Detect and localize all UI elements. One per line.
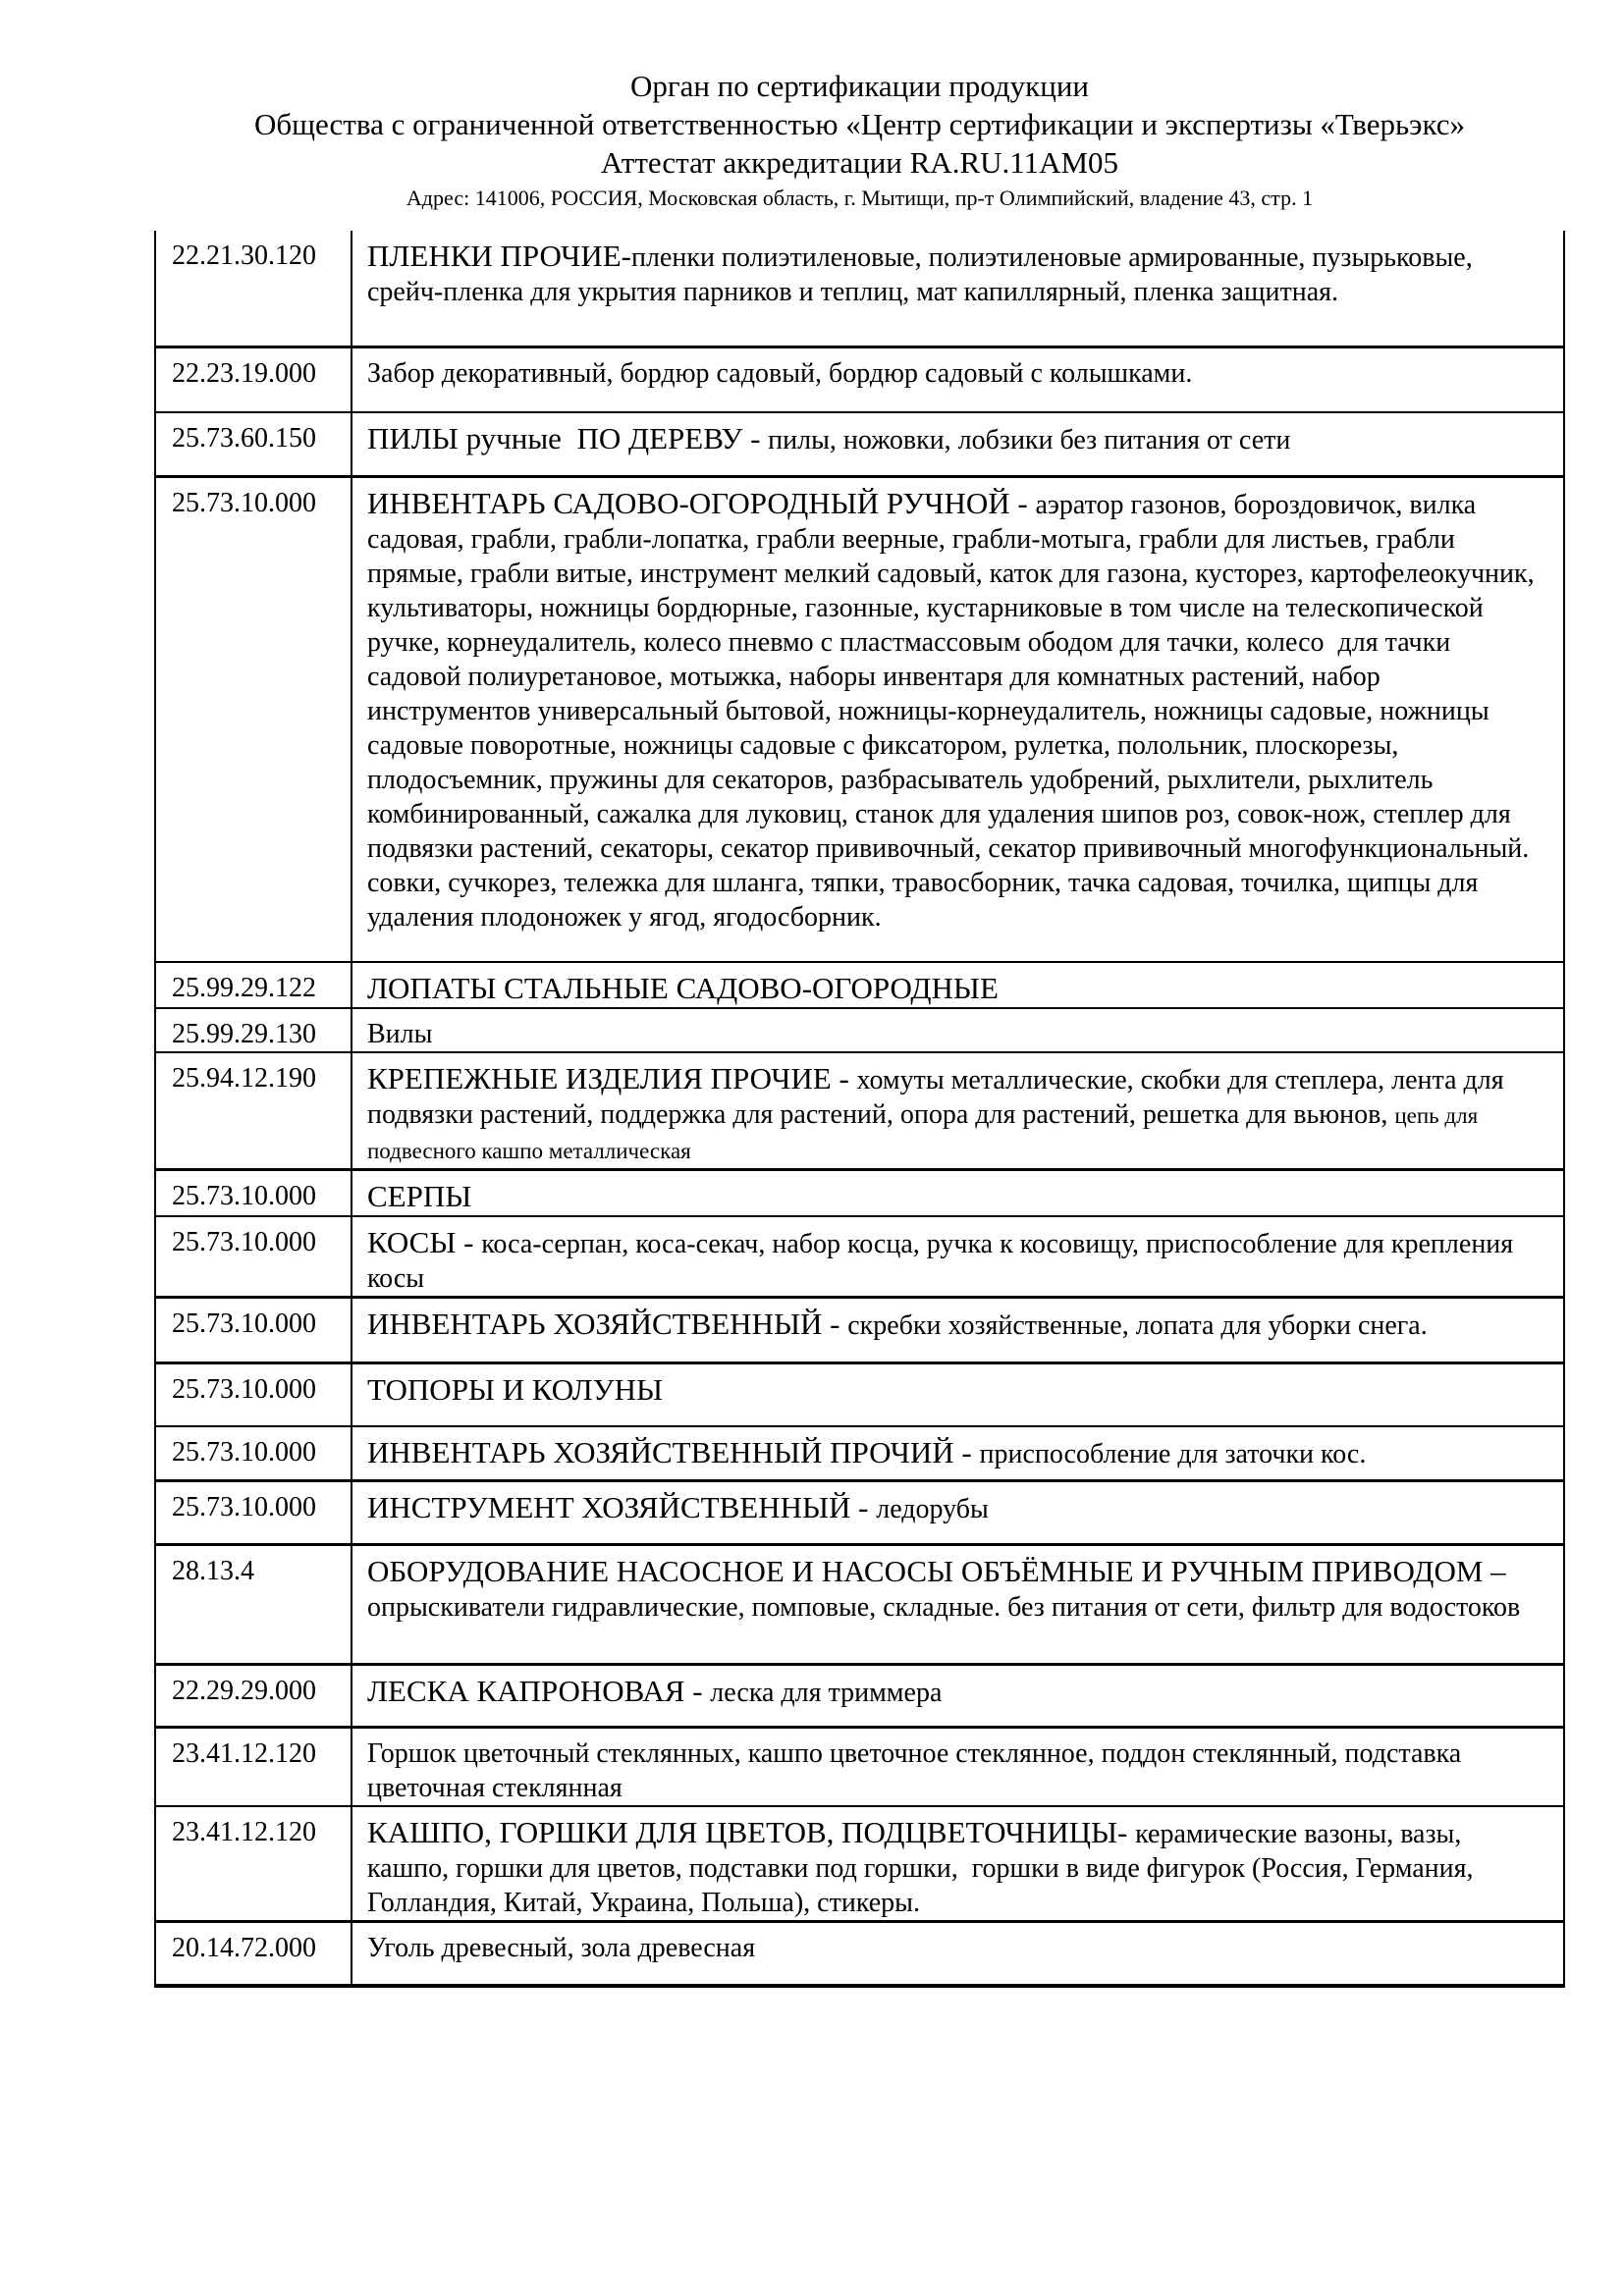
row-description bbox=[351, 1807, 1563, 1920]
row-category-title: ИНВЕНТАРЬ САДОВО-ОГОРОДНЫЙ РУЧНОЙ - bbox=[367, 486, 1036, 520]
row-code: 22.29.29.000 bbox=[172, 1676, 316, 1706]
row-description-text: аэратор газонов, бороздовичок, вилка садовая, грабли, грабли-лопатка, грабли веерные, грабли-мотыга, грабли для листьев, грабли прямые, грабли витые, инструмент мелкий садовый, каток для газона, кусторез, картофелеокучник, культиваторы, ножницы бордюрные, газонные, кустарниковые в том числе на телескопической ручке, корнеудалитель, колесо пневмо с пластмассовым ободом для тачки, колесо для тачки садовой полиуретановое, мотыжка, наборы инвентаря для комнатных растений, набор инструментов универсальный бытовой, ножницы-корнеудалитель, ножницы садовые, ножницы садовые поворотные, ножницы садовые с фиксатором, рулетка, полольник, плоскорезы, плодосъемник, пружины для секаторов, разбрасыватель удобрений, рыхлители, рыхлитель комбинированный, сажалка для луковиц, станок для удаления шипов роз, совок-нож, степлер для подвязки растений, секаторы, секатор прививочный, секатор прививочный многофункциональный. совки, сучкорез, тележка для шланга, тяпки, травосборник, тачка садовая, точилка, щипцы для удаления плодоножек у ягод, ягодосборник. bbox=[367, 490, 1542, 933]
row-description-text: Уголь древесный, зола древесная bbox=[367, 1933, 756, 1963]
row-description bbox=[351, 1729, 1563, 1805]
row-category-title: ПЛЕНКИ ПРОЧИЕ- bbox=[367, 239, 631, 273]
table-row bbox=[156, 1729, 1563, 1807]
row-description-text: пленки полиэтиленовые, полиэтиленовые армированные, пузырьковые, срейч-пленка для укрытия парников и теплиц, мат капиллярный, пленка защитная. bbox=[367, 242, 1480, 307]
row-code: 25.73.60.150 bbox=[172, 423, 316, 454]
row-description bbox=[351, 1923, 1563, 1984]
row-code: 25.73.10.000 bbox=[172, 1181, 316, 1211]
row-code: 23.41.12.120 bbox=[172, 1817, 316, 1847]
row-category-title: ИНВЕНТАРЬ ХОЗЯЙСТВЕННЫЙ ПРОЧИЙ - bbox=[367, 1435, 980, 1469]
row-category-title: ЛОПАТЫ СТАЛЬНЫЕ САДОВО-ОГОРОДНЫЕ bbox=[367, 971, 999, 1005]
row-description-text: керамические вазоны, вазы, кашпо, горшки для цветов, подставки под горшки, горшки в виде фигурок (Россия, Германия, Голландия, Китай, Украина, Польша), стикеры. bbox=[367, 1819, 1481, 1918]
row-description bbox=[351, 1666, 1563, 1726]
table-row bbox=[156, 1364, 1563, 1427]
row-code: 22.21.30.120 bbox=[172, 240, 316, 271]
row-code: 23.41.12.120 bbox=[172, 1738, 316, 1769]
row-description-note: цепь для подвесного кашпо металлическая bbox=[367, 1103, 1484, 1163]
table-row bbox=[156, 1807, 1563, 1923]
row-category-title: ОБОРУДОВАНИЕ НАСОСНОЕ И НАСОСЫ ОБЪЁМНЫЕ И РУЧНЫМ ПРИВОДОМ – bbox=[367, 1554, 1514, 1588]
table-row bbox=[156, 1546, 1563, 1666]
row-code: 22.23.19.000 bbox=[172, 358, 316, 389]
products-table bbox=[154, 231, 1565, 1988]
row-code: 25.94.12.190 bbox=[172, 1063, 316, 1094]
row-code: 25.73.10.000 bbox=[172, 488, 316, 518]
row-code: 28.13.4 bbox=[172, 1556, 254, 1586]
row-code: 20.14.72.000 bbox=[172, 1933, 316, 1963]
row-description bbox=[351, 963, 1563, 1007]
row-description-text: Горшок цветочный стеклянных, кашпо цветочное стеклянное, поддон стеклянный, подставка цветочная стеклянная bbox=[367, 1738, 1469, 1803]
row-description-text: скребки хозяйственные, лопата для уборки снега. bbox=[847, 1310, 1428, 1341]
row-description-text: коса-серпан, коса-секач, набор косца, ручка к косовищу, приспособление для крепления косы bbox=[367, 1229, 1521, 1294]
row-code: 25.73.10.000 bbox=[172, 1227, 316, 1257]
row-description bbox=[351, 1009, 1563, 1051]
row-category-title: КАШПО, ГОРШКИ ДЛЯ ЦВЕТОВ, ПОДЦВЕТОЧНИЦЫ- bbox=[367, 1815, 1136, 1849]
row-description bbox=[351, 1364, 1563, 1425]
row-description-text: Вилы bbox=[367, 1019, 433, 1049]
table-row bbox=[156, 1923, 1563, 1988]
header-address: Адрес: 141006, РОССИЯ, Московская область, г. Мытищи, пр-т Олимпийский, владение 43, стр. 1 bbox=[406, 186, 1314, 210]
row-description bbox=[351, 1482, 1563, 1543]
row-category-title: КОСЫ - bbox=[367, 1225, 482, 1259]
row-category-title: ПИЛЫ ручные ПО ДЕРЕВУ - bbox=[367, 421, 769, 455]
row-description bbox=[351, 1053, 1563, 1168]
table-row bbox=[156, 1299, 1563, 1364]
row-description bbox=[351, 478, 1563, 961]
row-category-title: ИНВЕНТАРЬ ХОЗЯЙСТВЕННЫЙ - bbox=[367, 1307, 848, 1341]
row-category-title: СЕРПЫ bbox=[367, 1179, 472, 1213]
table-row bbox=[156, 231, 1563, 348]
header-accreditation: Аттестат аккредитации RA.RU.11АМ05 bbox=[600, 145, 1119, 180]
row-description-text: опрыскиватели гидравлические, помповые, складные. без питания от сети, фильтр для водостоков bbox=[367, 1592, 1521, 1623]
row-code: 25.99.29.122 bbox=[172, 973, 316, 1003]
row-description bbox=[351, 231, 1563, 346]
row-description-text: леска для триммера bbox=[710, 1678, 943, 1708]
row-code: 25.73.10.000 bbox=[172, 1492, 316, 1522]
row-description bbox=[351, 413, 1563, 475]
row-description-text: ледорубы bbox=[876, 1494, 989, 1524]
row-description-text: Забор декоративный, бордюр садовый, бордюр садовый с колышками. bbox=[367, 358, 1193, 389]
row-code: 25.73.10.000 bbox=[172, 1374, 316, 1405]
row-description bbox=[351, 1171, 1563, 1215]
row-description-text: хомуты металлические, скобки для степлера, лента для подвязки растений, поддержка для растений, опора для растений, решетка для вьюнов, bbox=[367, 1065, 1511, 1130]
table-row bbox=[156, 1171, 1563, 1217]
document-header bbox=[154, 67, 1565, 212]
row-category-title: КРЕПЕЖНЫЕ ИЗДЕЛИЯ ПРОЧИЕ - bbox=[367, 1061, 857, 1095]
table-row bbox=[156, 1666, 1563, 1729]
table-row bbox=[156, 413, 1563, 478]
table-row bbox=[156, 1427, 1563, 1482]
table-row bbox=[156, 478, 1563, 963]
table-row bbox=[156, 1009, 1563, 1053]
row-category-title: ЛЕСКА КАПРОНОВАЯ - bbox=[367, 1674, 711, 1708]
row-code: 25.73.10.000 bbox=[172, 1308, 316, 1339]
row-description bbox=[351, 1217, 1563, 1296]
table-row bbox=[156, 1217, 1563, 1299]
row-description bbox=[351, 1427, 1563, 1479]
row-description-text: приспособление для заточки кос. bbox=[979, 1439, 1367, 1469]
row-category-title: ТОПОРЫ И КОЛУНЫ bbox=[367, 1372, 663, 1407]
row-description bbox=[351, 1546, 1563, 1663]
row-category-title: ИНСТРУМЕНТ ХОЗЯЙСТВЕННЫЙ - bbox=[367, 1490, 877, 1524]
header-org-line1: Орган по сертификации продукции bbox=[629, 69, 1089, 103]
header-org-line2: Общества с ограниченной ответственностью «Центр сертификации и экспертизы «Тверьэкс» bbox=[253, 107, 1466, 141]
row-description bbox=[351, 1299, 1563, 1362]
row-code: 25.73.10.000 bbox=[172, 1437, 316, 1468]
table-row bbox=[156, 1482, 1563, 1546]
table-row bbox=[156, 1053, 1563, 1171]
row-description-text: пилы, ножовки, лобзики без питания от сети bbox=[768, 425, 1291, 455]
row-description bbox=[351, 348, 1563, 411]
table-row bbox=[156, 348, 1563, 413]
row-code: 25.99.29.130 bbox=[172, 1019, 316, 1049]
table-row bbox=[156, 963, 1563, 1009]
